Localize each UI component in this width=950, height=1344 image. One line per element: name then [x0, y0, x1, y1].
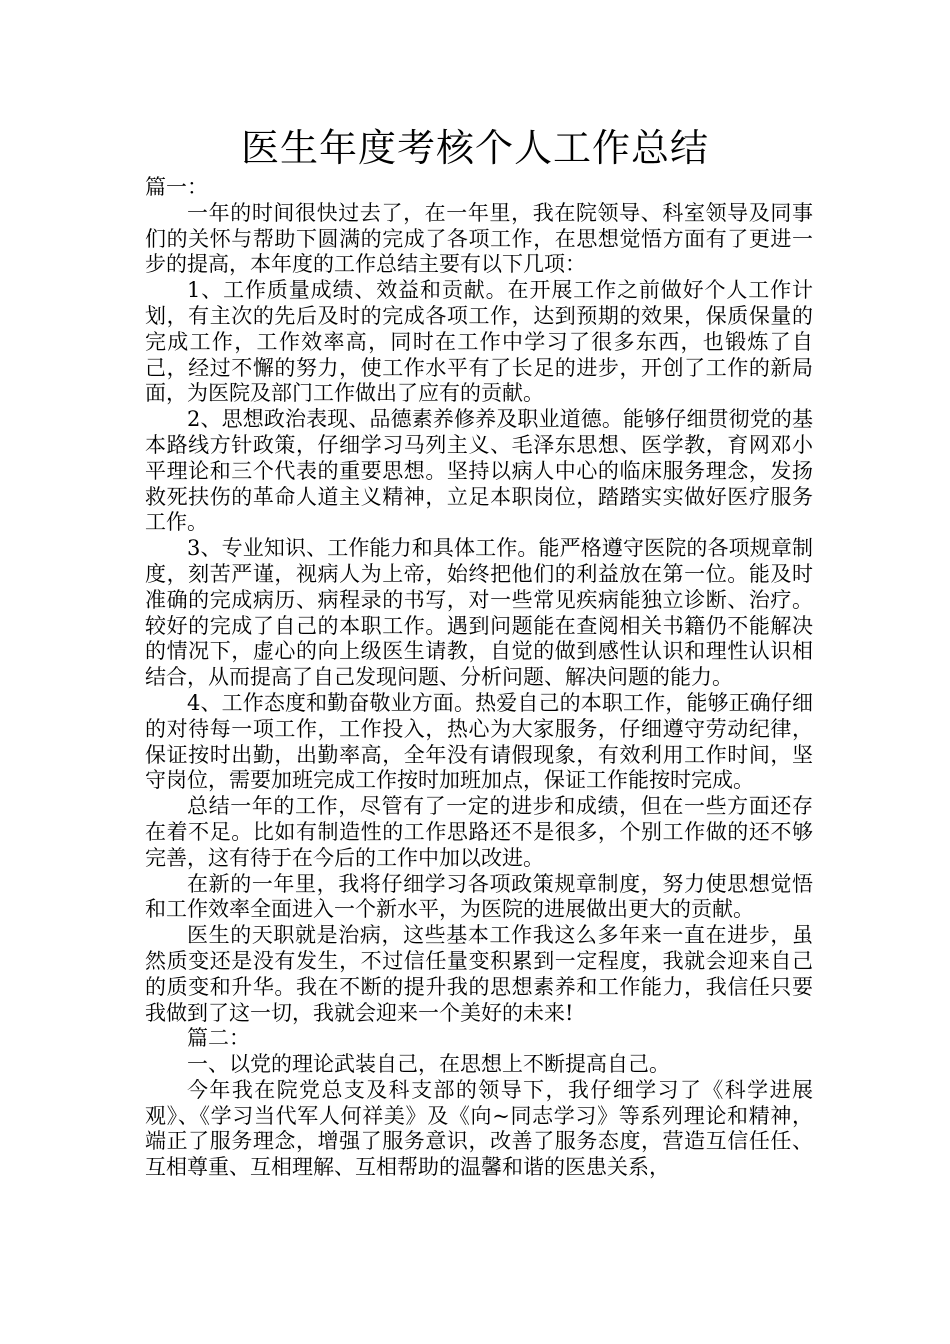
document-body	[145, 175, 813, 1181]
paragraph-item-3: 3、专业知识、工作能力和具体工作。能严格遵守医院的各项规章制度，刻苦严谨，视病人为上帝，始终把他们的利益放在第一位。能及时准确的完成病历、病程录的书写，对一些常见疾病能独立诊断、治疗。较好的完成了自己的本职工作。遇到问题能在查阅相关书籍仍不能解决的情况下，虚心的向上级医生请教，自觉的做到感性认识和理性认识相结合，从而提高了自己发现问题、分析问题、解决问题的能力。	[145, 536, 813, 690]
document-title: 医生年度考核个人工作总结	[240, 126, 709, 170]
paragraph-item-2: 2、思想政治表现、品德素养修养及职业道德。能够仔细贯彻党的基本路线方针政策，仔细学习马列主义、毛泽东思想、医学教，育网邓小平理论和三个代表的重要思想。坚持以病人中心的临床服务理念，发扬救死扶伤的革命人道主义精神，立足本职岗位，踏踏实实做好医疗服务工作。	[145, 407, 813, 535]
paragraph-part2-heading: 一、以党的理论武装自己，在思想上不断提高自己。	[187, 1052, 670, 1077]
paragraph-new-year: 在新的一年里，我将仔细学习各项政策规章制度，努力使思想觉悟和工作效率全面进入一个新水平，为医院的进展做出更大的贡献。	[145, 871, 813, 922]
paragraph-summary: 总结一年的工作，尽管有了一定的进步和成绩，但在一些方面还存在着不足。比如有制造性的工作思路还不是很多，个别工作做的还不够完善，这有待于在今后的工作中加以改进。	[145, 794, 813, 870]
paragraph-closing: 医生的天职就是治病，这些基本工作我这么多年来一直在进步，虽然质变还是没有发生，不过信任量变积累到一定程度，我就会迎来自己的质变和升华。我在不断的提升我的思想素养和工作能力，我信任只要我做到了这一切，我就会迎来一个美好的未来!	[145, 923, 813, 1025]
paragraph-part2-body: 今年我在院党总支及科支部的领导下，我仔细学习了《科学进展观》、《学习当代军人何祥美》及《向~同志学习》等系列理论和精神，端正了服务理念，增强了服务意识，改善了服务态度，营造互信任任、互相尊重、互相理解、互相帮助的温馨和谐的医患关系，	[145, 1077, 813, 1180]
section-heading-1: 篇一：	[145, 175, 208, 199]
paragraph-item-1: 1、工作质量成绩、效益和贡献。在开展工作之前做好个人工作计划，有主次的先后及时的完成各项工作，达到预期的效果，保质保量的完成工作，工作效率高，同时在工作中学习了很多东西，也锻炼了自己，经过不懈的努力，使工作水平有了长足的进步，开创了工作的新局面，为医院及部门工作做出了应有的贡献。	[145, 278, 813, 406]
paragraph-intro: 一年的时间很快过去了，在一年里，我在院领导、科室领导及同事们的关怀与帮助下圆满的完成了各项工作，在思想觉悟方面有了更进一步的提高，本年度的工作总结主要有以下几项：	[145, 200, 813, 277]
section-heading-2: 篇二：	[187, 1026, 250, 1051]
paragraph-item-4: 4、工作态度和勤奋敬业方面。热爱自己的本职工作，能够正确仔细的对待每一项工作，工作投入，热心为大家服务，仔细遵守劳动纪律，保证按时出勤，出勤率高，全年没有请假现象，有效利用工作时间，坚守岗位，需要加班完成工作按时加班加点，保证工作能按时完成。	[145, 690, 813, 793]
